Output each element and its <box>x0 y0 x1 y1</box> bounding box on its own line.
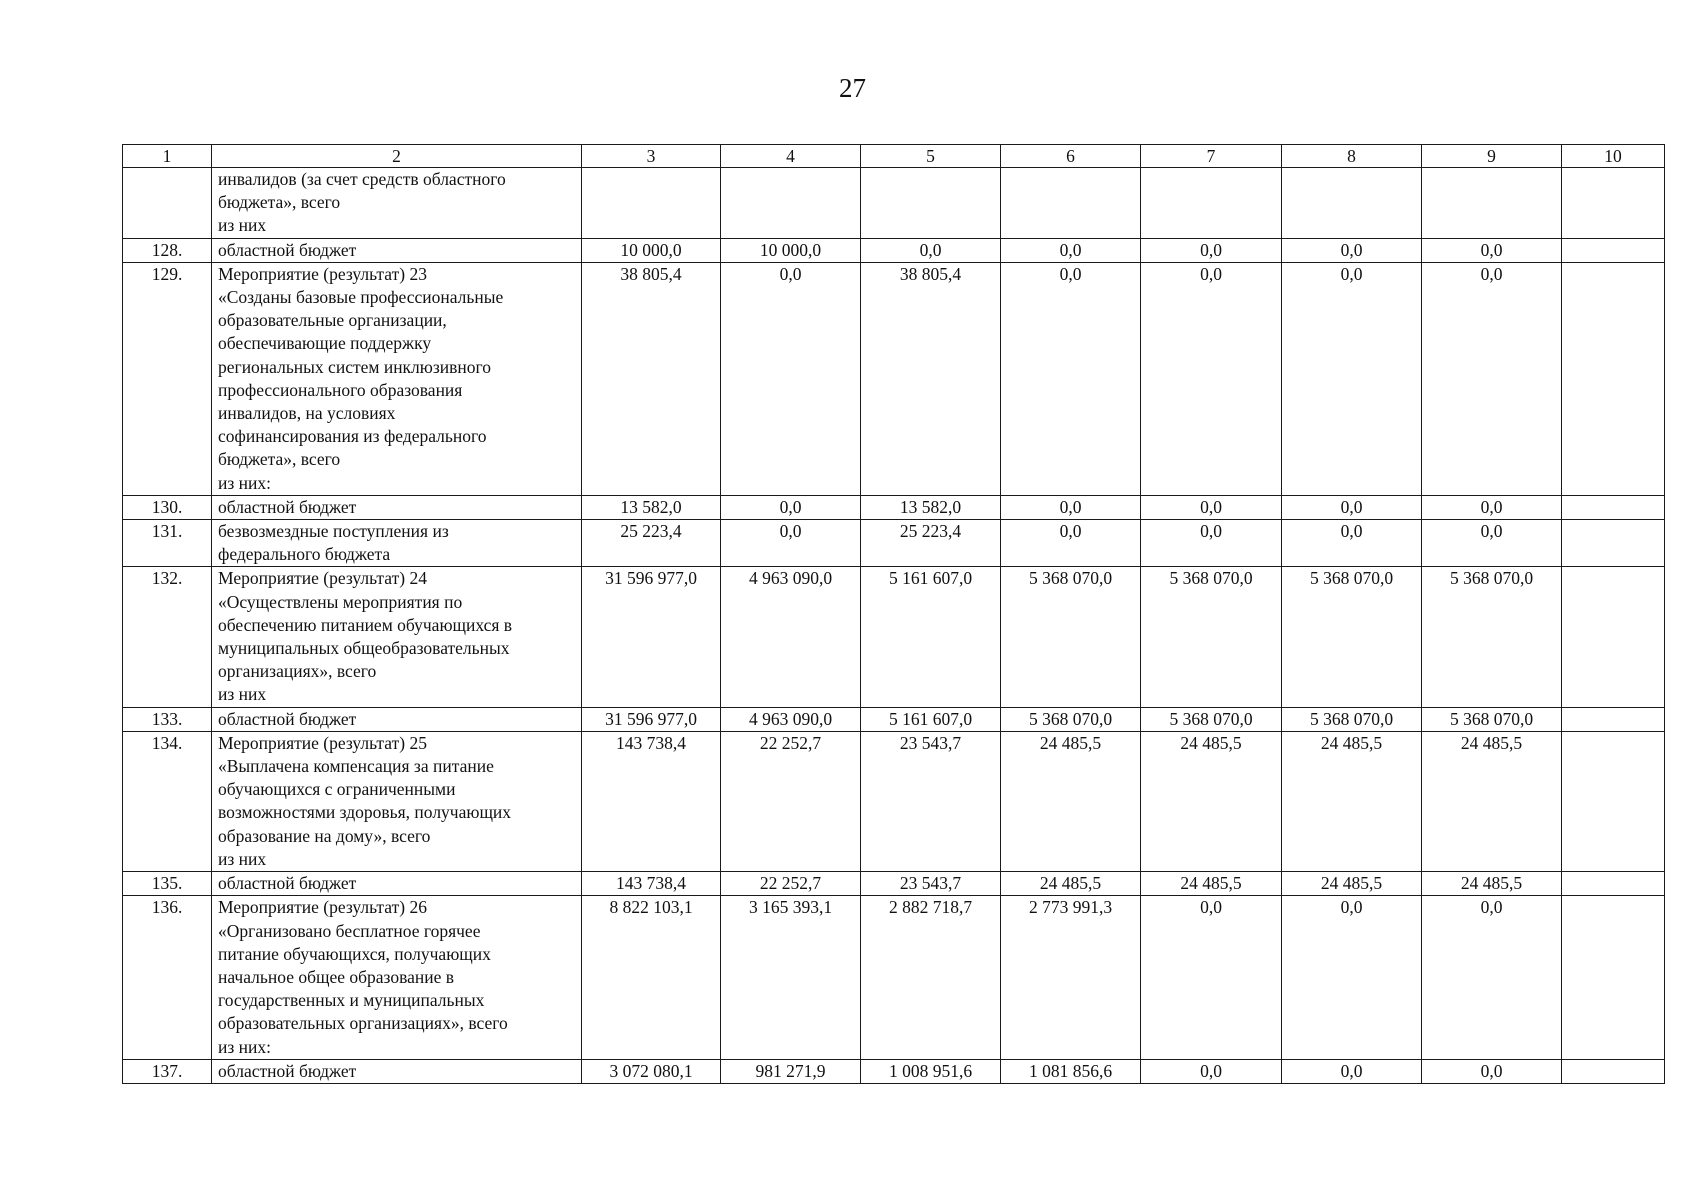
value-cell-col-8: 0,0 <box>1282 238 1422 262</box>
value-cell-col-4: 4 963 090,0 <box>721 707 861 731</box>
value-cell-col-6: 0,0 <box>1001 495 1141 519</box>
value-cell-col-7: 24 485,5 <box>1141 872 1282 896</box>
table-row <box>123 168 1665 239</box>
table-row <box>123 872 1665 896</box>
row-description <box>212 168 582 239</box>
value-cell-col-8: 24 485,5 <box>1282 872 1422 896</box>
description-line: обеспечивающие поддержку <box>218 333 432 354</box>
value-cell-col-9: 5 368 070,0 <box>1422 567 1562 707</box>
table-row <box>123 731 1665 871</box>
description-line: федерального бюджета <box>218 544 391 565</box>
value-cell-col-8: 0,0 <box>1282 1059 1422 1083</box>
value-cell-col-9: 0,0 <box>1422 1059 1562 1083</box>
value-cell-col-10 <box>1562 238 1665 262</box>
description-line: безвозмездные поступления из <box>218 521 449 542</box>
description-line: профессионального образования <box>218 379 463 400</box>
row-number: 131. <box>123 520 212 567</box>
value-cell-col-10 <box>1562 1059 1665 1083</box>
row-description <box>212 567 582 707</box>
row-description <box>212 238 582 262</box>
table-header <box>123 145 1665 168</box>
value-cell-col-5: 0,0 <box>861 238 1001 262</box>
row-number: 129. <box>123 262 212 495</box>
value-cell-col-6: 24 485,5 <box>1001 731 1141 871</box>
value-cell-col-4 <box>721 168 861 239</box>
value-cell-col-6: 0,0 <box>1001 520 1141 567</box>
value-cell-col-6: 5 368 070,0 <box>1001 567 1141 707</box>
value-cell-col-6: 1 081 856,6 <box>1001 1059 1141 1083</box>
value-cell-col-5: 23 543,7 <box>861 731 1001 871</box>
description-line: инвалидов, на условиях <box>218 403 396 424</box>
column-header-2: 2 <box>212 145 582 168</box>
table-row <box>123 1059 1665 1083</box>
value-cell-col-4: 4 963 090,0 <box>721 567 861 707</box>
description-line: «Организовано бесплатное горячее <box>218 920 481 941</box>
budget-table <box>122 144 1665 1084</box>
value-cell-col-5: 1 008 951,6 <box>861 1059 1001 1083</box>
row-number: 137. <box>123 1059 212 1083</box>
value-cell-col-3: 143 738,4 <box>582 731 721 871</box>
value-cell-col-3: 143 738,4 <box>582 872 721 896</box>
table-row <box>123 707 1665 731</box>
value-cell-col-8: 5 368 070,0 <box>1282 707 1422 731</box>
table-row <box>123 520 1665 567</box>
value-cell-col-5: 23 543,7 <box>861 872 1001 896</box>
column-header-6: 6 <box>1001 145 1141 168</box>
description-line: образовательные организации, <box>218 310 447 331</box>
value-cell-col-3: 13 582,0 <box>582 495 721 519</box>
value-cell-col-5: 25 223,4 <box>861 520 1001 567</box>
value-cell-col-6 <box>1001 168 1141 239</box>
value-cell-col-5: 5 161 607,0 <box>861 707 1001 731</box>
row-description <box>212 872 582 896</box>
description-line: питание обучающихся, получающих <box>218 943 491 964</box>
value-cell-col-10 <box>1562 872 1665 896</box>
description-line: из них: <box>218 1036 271 1057</box>
description-line: организациях», всего <box>218 661 377 682</box>
table-body <box>123 168 1665 1084</box>
column-header-5: 5 <box>861 145 1001 168</box>
value-cell-col-9: 0,0 <box>1422 238 1562 262</box>
value-cell-col-5: 13 582,0 <box>861 495 1001 519</box>
value-cell-col-6: 24 485,5 <box>1001 872 1141 896</box>
column-header-4: 4 <box>721 145 861 168</box>
value-cell-col-5: 2 882 718,7 <box>861 896 1001 1059</box>
row-description <box>212 262 582 495</box>
value-cell-col-8: 24 485,5 <box>1282 731 1422 871</box>
value-cell-col-4: 0,0 <box>721 495 861 519</box>
value-cell-col-3: 8 822 103,1 <box>582 896 721 1059</box>
value-cell-col-10 <box>1562 567 1665 707</box>
value-cell-col-8: 0,0 <box>1282 495 1422 519</box>
value-cell-col-7: 0,0 <box>1141 238 1282 262</box>
description-line: из них <box>218 215 267 236</box>
description-line: Мероприятие (результат) 24 <box>218 568 427 589</box>
value-cell-col-7: 0,0 <box>1141 495 1282 519</box>
row-number <box>123 168 212 239</box>
row-description <box>212 495 582 519</box>
description-line: возможностями здоровья, получающих <box>218 802 512 823</box>
description-line: из них: <box>218 472 271 493</box>
value-cell-col-6: 5 368 070,0 <box>1001 707 1141 731</box>
row-number: 134. <box>123 731 212 871</box>
row-number: 133. <box>123 707 212 731</box>
value-cell-col-10 <box>1562 520 1665 567</box>
value-cell-col-4: 22 252,7 <box>721 872 861 896</box>
value-cell-col-7: 5 368 070,0 <box>1141 567 1282 707</box>
description-line: образование на дому», всего <box>218 825 431 846</box>
value-cell-col-9 <box>1422 168 1562 239</box>
description-line: «Выплачена компенсация за питание <box>218 756 494 777</box>
description-line: «Созданы базовые профессиональные <box>218 287 504 308</box>
description-line: из них <box>218 684 267 705</box>
description-line: бюджета», всего <box>218 449 341 470</box>
column-header-8: 8 <box>1282 145 1422 168</box>
description-line: областной бюджет <box>218 873 357 894</box>
value-cell-col-9: 0,0 <box>1422 495 1562 519</box>
value-cell-col-9: 0,0 <box>1422 896 1562 1059</box>
value-cell-col-7: 0,0 <box>1141 1059 1282 1083</box>
column-number-row <box>123 145 1665 168</box>
value-cell-col-6: 0,0 <box>1001 262 1141 495</box>
value-cell-col-10 <box>1562 707 1665 731</box>
value-cell-col-4: 22 252,7 <box>721 731 861 871</box>
description-line: обучающихся с ограниченными <box>218 779 456 800</box>
table-row <box>123 238 1665 262</box>
value-cell-col-8: 0,0 <box>1282 262 1422 495</box>
value-cell-col-10 <box>1562 168 1665 239</box>
value-cell-col-3: 38 805,4 <box>582 262 721 495</box>
description-line: областной бюджет <box>218 708 357 729</box>
description-line: Мероприятие (результат) 26 <box>218 897 427 918</box>
description-line: «Осуществлены мероприятия по <box>218 591 463 612</box>
row-description <box>212 520 582 567</box>
value-cell-col-3 <box>582 168 721 239</box>
description-line: обеспечению питанием обучающихся в <box>218 614 513 635</box>
description-line: областной бюджет <box>218 1060 357 1081</box>
description-line: Мероприятие (результат) 23 <box>218 263 427 284</box>
table-row <box>123 567 1665 707</box>
description-line: бюджета», всего <box>218 192 341 213</box>
description-line: региональных систем инклюзивного <box>218 356 492 377</box>
description-line: из них <box>218 848 267 869</box>
value-cell-col-3: 25 223,4 <box>582 520 721 567</box>
value-cell-col-10 <box>1562 495 1665 519</box>
column-header-7: 7 <box>1141 145 1282 168</box>
value-cell-col-7: 5 368 070,0 <box>1141 707 1282 731</box>
value-cell-col-7: 0,0 <box>1141 896 1282 1059</box>
value-cell-col-8: 0,0 <box>1282 896 1422 1059</box>
value-cell-col-6: 2 773 991,3 <box>1001 896 1141 1059</box>
value-cell-col-6: 0,0 <box>1001 238 1141 262</box>
description-line: образовательных организациях», всего <box>218 1013 508 1034</box>
value-cell-col-8: 0,0 <box>1282 520 1422 567</box>
column-header-1: 1 <box>123 145 212 168</box>
row-description <box>212 707 582 731</box>
row-description <box>212 896 582 1059</box>
value-cell-col-10 <box>1562 262 1665 495</box>
value-cell-col-5: 38 805,4 <box>861 262 1001 495</box>
description-line: государственных и муниципальных <box>218 990 485 1011</box>
value-cell-col-10 <box>1562 731 1665 871</box>
description-line: областной бюджет <box>218 496 357 517</box>
value-cell-col-7 <box>1141 168 1282 239</box>
value-cell-col-7: 0,0 <box>1141 520 1282 567</box>
description-line: начальное общее образование в <box>218 966 455 987</box>
column-header-9: 9 <box>1422 145 1562 168</box>
value-cell-col-5: 5 161 607,0 <box>861 567 1001 707</box>
description-line: софинансирования из федерального <box>218 426 487 447</box>
value-cell-col-9: 5 368 070,0 <box>1422 707 1562 731</box>
value-cell-col-9: 0,0 <box>1422 262 1562 495</box>
description-line: областной бюджет <box>218 239 357 260</box>
page-number: 27 <box>839 73 866 103</box>
description-line: инвалидов (за счет средств областного <box>218 169 506 189</box>
value-cell-col-4: 0,0 <box>721 520 861 567</box>
value-cell-col-4: 3 165 393,1 <box>721 896 861 1059</box>
table-row <box>123 896 1665 1059</box>
value-cell-col-9: 0,0 <box>1422 520 1562 567</box>
column-header-10: 10 <box>1562 145 1665 168</box>
column-header-3: 3 <box>582 145 721 168</box>
row-number: 132. <box>123 567 212 707</box>
value-cell-col-9: 24 485,5 <box>1422 872 1562 896</box>
value-cell-col-3: 10 000,0 <box>582 238 721 262</box>
row-number: 136. <box>123 896 212 1059</box>
row-description <box>212 1059 582 1083</box>
row-description <box>212 731 582 871</box>
value-cell-col-8: 5 368 070,0 <box>1282 567 1422 707</box>
description-line: Мероприятие (результат) 25 <box>218 732 427 753</box>
value-cell-col-3: 3 072 080,1 <box>582 1059 721 1083</box>
value-cell-col-5 <box>861 168 1001 239</box>
value-cell-col-8 <box>1282 168 1422 239</box>
row-number: 135. <box>123 872 212 896</box>
description-line: муниципальных общеобразовательных <box>218 638 510 659</box>
row-number: 130. <box>123 495 212 519</box>
table-row <box>123 262 1665 495</box>
value-cell-col-4: 0,0 <box>721 262 861 495</box>
value-cell-col-4: 10 000,0 <box>721 238 861 262</box>
value-cell-col-7: 24 485,5 <box>1141 731 1282 871</box>
row-number: 128. <box>123 238 212 262</box>
value-cell-col-10 <box>1562 896 1665 1059</box>
value-cell-col-3: 31 596 977,0 <box>582 707 721 731</box>
value-cell-col-7: 0,0 <box>1141 262 1282 495</box>
table-row <box>123 495 1665 519</box>
value-cell-col-3: 31 596 977,0 <box>582 567 721 707</box>
value-cell-col-9: 24 485,5 <box>1422 731 1562 871</box>
value-cell-col-4: 981 271,9 <box>721 1059 861 1083</box>
